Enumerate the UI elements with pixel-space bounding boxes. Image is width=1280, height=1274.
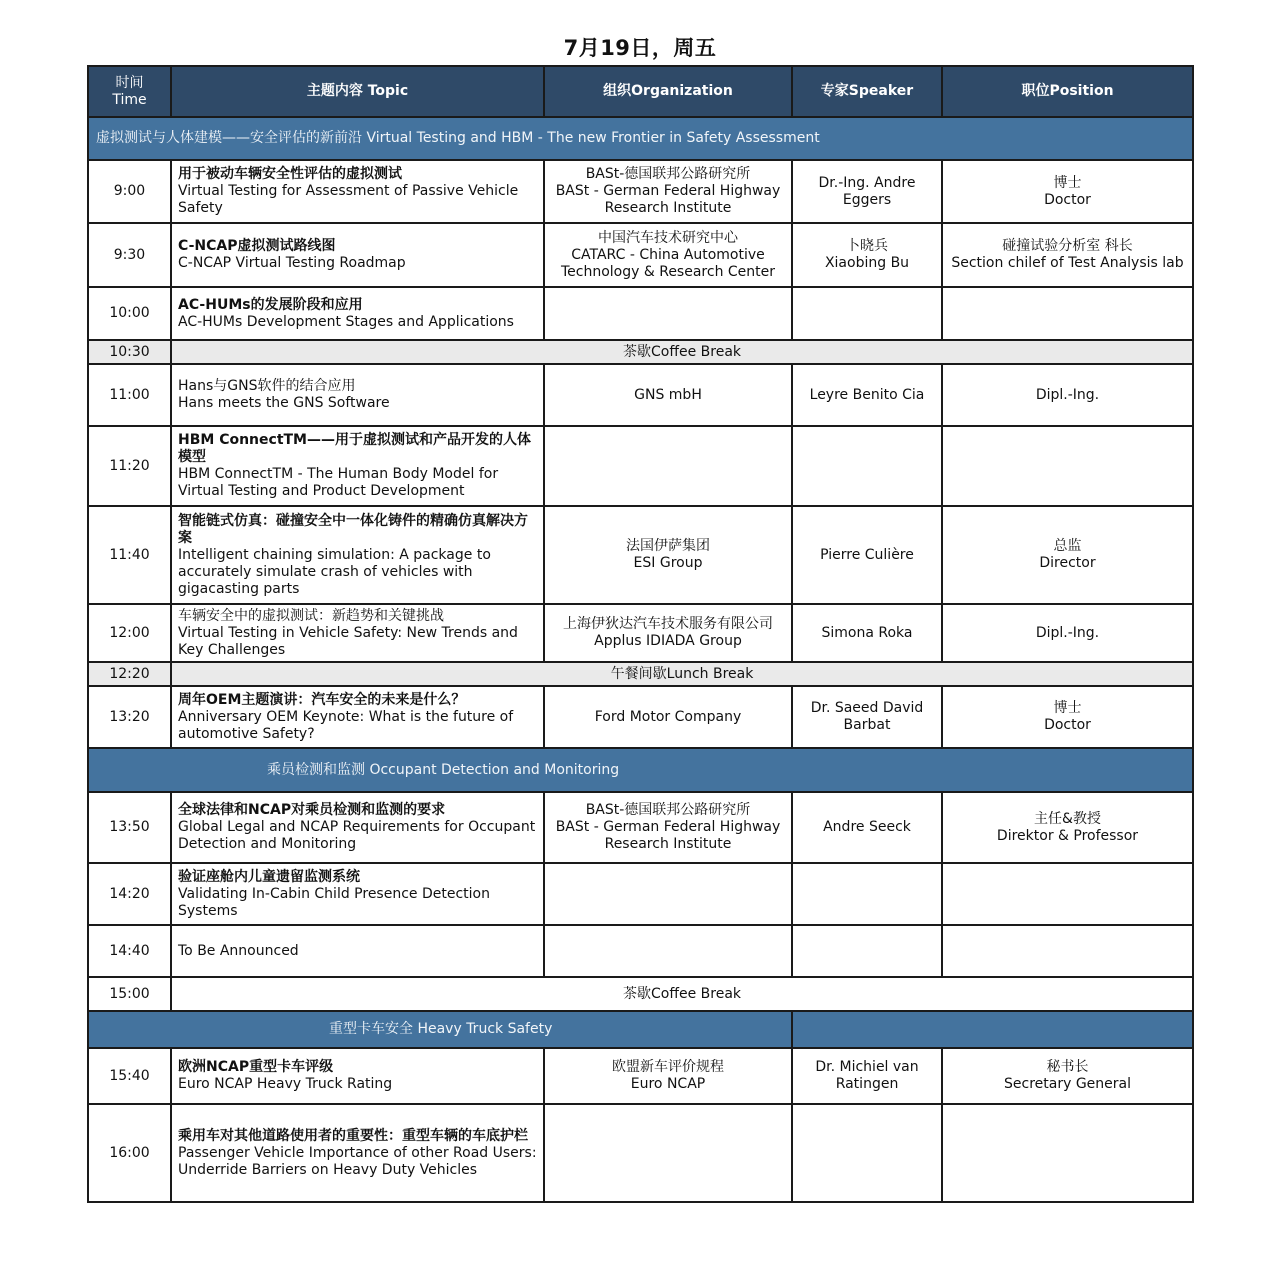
session-topic <box>171 686 544 748</box>
session-topic <box>171 364 544 426</box>
break-row <box>88 340 1193 364</box>
topic-cn: 用于被动车辆安全性评估的虚拟测试 <box>178 166 402 182</box>
section-blank <box>792 1011 1193 1048</box>
session-topic <box>171 287 544 340</box>
session-organization: 中国汽车技术研究中心 CATARC - China Automotive Technology & Research Center <box>544 223 792 287</box>
session-row <box>88 863 1193 925</box>
break-time: 10:30 <box>88 340 171 364</box>
session-organization <box>544 1104 792 1202</box>
session-time: 13:50 <box>88 792 171 863</box>
session-position: 博士 Doctor <box>942 686 1193 748</box>
session-position <box>942 1104 1193 1202</box>
session-organization: 上海伊狄达汽车技术服务有限公司 Applus IDIADA Group <box>544 604 792 662</box>
session-speaker: Dr.-Ing. Andre Eggers <box>792 160 942 223</box>
topic-en: Virtual Testing for Assessment of Passive Vehicle Safety <box>178 183 519 216</box>
session-time: 11:20 <box>88 426 171 506</box>
session-time: 12:00 <box>88 604 171 662</box>
session-speaker: Pierre Culière <box>792 506 942 604</box>
session-row <box>88 604 1193 662</box>
session-organization <box>544 287 792 340</box>
topic-en: Hans meets the GNS Software <box>178 395 390 411</box>
session-organization: GNS mbH <box>544 364 792 426</box>
agenda-table <box>87 65 1194 1203</box>
topic-en: C-NCAP Virtual Testing Roadmap <box>178 255 406 271</box>
session-position: 总监 Director <box>942 506 1193 604</box>
header-organization: 组织Organization <box>544 66 792 117</box>
session-topic <box>171 1048 544 1104</box>
session-speaker <box>792 1104 942 1202</box>
session-speaker <box>792 426 942 506</box>
session-speaker: Simona Roka <box>792 604 942 662</box>
session-time: 14:40 <box>88 925 171 977</box>
session-organization <box>544 925 792 977</box>
break-time: 12:20 <box>88 662 171 686</box>
topic-cn: C-NCAP虚拟测试路线图 <box>178 238 336 254</box>
session-row <box>88 1048 1193 1104</box>
header-position: 职位Position <box>942 66 1193 117</box>
session-speaker <box>792 925 942 977</box>
session-topic <box>171 863 544 925</box>
session-speaker: 卜晓兵 Xiaobing Bu <box>792 223 942 287</box>
header-topic: 主题内容 Topic <box>171 66 544 117</box>
session-row <box>88 1104 1193 1202</box>
topic-cn: 验证座舱内儿童遗留监测系统 <box>178 868 360 885</box>
session-topic <box>171 604 544 662</box>
break-row <box>88 662 1193 686</box>
session-topic <box>171 223 544 287</box>
session-topic <box>171 426 544 506</box>
session-time: 10:00 <box>88 287 171 340</box>
session-organization: BASt-德国联邦公路研究所 BASt - German Federal Highway Research Institute <box>544 792 792 863</box>
break-label: 茶歇Coffee Break <box>171 977 1193 1011</box>
topic-cn: HBM ConnectTM——用于虚拟测试和产品开发的人体模型 <box>178 432 531 465</box>
topic-en: To Be Announced <box>178 942 299 959</box>
session-position <box>942 863 1193 925</box>
session-time: 14:20 <box>88 863 171 925</box>
session-row <box>88 160 1193 223</box>
header-speaker: 专家Speaker <box>792 66 942 117</box>
session-position: Dipl.-Ing. <box>942 364 1193 426</box>
topic-cn: AC-HUMs的发展阶段和应用 <box>178 296 363 313</box>
session-speaker: Leyre Benito Cia <box>792 364 942 426</box>
page-title: 7月19日，周五 <box>563 36 717 60</box>
topic-cn: 车辆安全中的虚拟测试：新趋势和关键挑战 <box>178 607 444 624</box>
session-speaker <box>792 863 942 925</box>
session-organization: BASt-德国联邦公路研究所 BASt - German Federal Highway Research Institute <box>544 160 792 223</box>
topic-en: Anniversary OEM Keynote: What is the future of automotive Safety? <box>178 708 514 742</box>
break-label: 茶歇Coffee Break <box>171 340 1193 364</box>
session-position: 秘书长 Secretary General <box>942 1048 1193 1104</box>
session-topic <box>171 160 544 223</box>
session-row <box>88 792 1193 863</box>
session-time: 9:00 <box>88 160 171 223</box>
session-time: 9:30 <box>88 223 171 287</box>
session-speaker: Andre Seeck <box>792 792 942 863</box>
topic-cn: 欧洲NCAP重型卡车评级 <box>178 1059 334 1075</box>
session-organization: Ford Motor Company <box>544 686 792 748</box>
session-row <box>88 686 1193 748</box>
session-time: 11:40 <box>88 506 171 604</box>
section-row <box>88 748 1193 792</box>
section-title: 乘员检测和监测 Occupant Detection and Monitoring <box>88 748 1193 792</box>
session-row <box>88 426 1193 506</box>
topic-en: Global Legal and NCAP Requirements for Occupant Detection and Monitoring <box>178 819 536 852</box>
session-organization <box>544 426 792 506</box>
topic-en: Euro NCAP Heavy Truck Rating <box>178 1076 393 1092</box>
session-position: Dipl.-Ing. <box>942 604 1193 662</box>
section-title: 虚拟测试与人体建模——安全评估的新前沿 Virtual Testing and HBM - The new Frontier in Safety Assessment <box>88 117 1193 160</box>
session-speaker <box>792 287 942 340</box>
session-organization: 欧盟新车评价规程 Euro NCAP <box>544 1048 792 1104</box>
topic-en: Virtual Testing in Vehicle Safety: New Trends and Key Challenges <box>178 624 518 658</box>
session-topic <box>171 925 544 977</box>
break-time: 15:00 <box>88 977 171 1011</box>
break-row <box>88 977 1193 1011</box>
topic-en: Validating In-Cabin Child Presence Detection Systems <box>178 885 490 919</box>
session-organization: 法国伊萨集团 ESI Group <box>544 506 792 604</box>
session-row <box>88 506 1193 604</box>
topic-cn: 全球法律和NCAP对乘员检测和监测的要求 <box>178 802 446 818</box>
topic-en: Intelligent chaining simulation: A package to accurately simulate crash of vehicles with gigacasting parts <box>178 546 491 597</box>
session-position <box>942 925 1193 977</box>
session-topic <box>171 792 544 863</box>
section-row <box>88 1011 1193 1048</box>
session-position: 博士 Doctor <box>942 160 1193 223</box>
session-row <box>88 223 1193 287</box>
session-position: 碰撞试验分析室 科长 Section chilef of Test Analysis lab <box>942 223 1193 287</box>
topic-en: HBM ConnectTM - The Human Body Model for Virtual Testing and Product Development <box>178 466 499 499</box>
section-row <box>88 117 1193 160</box>
session-position <box>942 287 1193 340</box>
section-title: 重型卡车安全 Heavy Truck Safety <box>88 1011 792 1048</box>
session-row <box>88 925 1193 977</box>
session-topic <box>171 1104 544 1202</box>
topic-cn: 智能链式仿真：碰撞安全中一体化铸件的精确仿真解决方案 <box>178 512 528 546</box>
session-position: 主任&教授 Direktor & Professor <box>942 792 1193 863</box>
session-topic <box>171 506 544 604</box>
header-row <box>88 66 1193 117</box>
session-organization <box>544 863 792 925</box>
topic-cn: 乘用车对其他道路使用者的重要性：重型车辆的车底护栏 <box>178 1127 528 1144</box>
topic-cn: 周年OEM主题演讲：汽车安全的未来是什么？ <box>178 691 466 708</box>
session-time: 13:20 <box>88 686 171 748</box>
session-row <box>88 287 1193 340</box>
session-time: 15:40 <box>88 1048 171 1104</box>
header-time: 时间 Time <box>88 66 171 117</box>
session-speaker: Dr. Saeed David Barbat <box>792 686 942 748</box>
break-label: 午餐间歇Lunch Break <box>171 662 1193 686</box>
session-time: 11:00 <box>88 364 171 426</box>
session-time: 16:00 <box>88 1104 171 1202</box>
session-speaker: Dr. Michiel van Ratingen <box>792 1048 942 1104</box>
topic-en: Passenger Vehicle Importance of other Road Users: Underride Barriers on Heavy Duty Vehicles <box>178 1144 537 1178</box>
topic-cn: Hans与GNS软件的结合应用 <box>178 378 356 394</box>
session-position <box>942 426 1193 506</box>
topic-en: AC-HUMs Development Stages and Applications <box>178 313 514 330</box>
session-row <box>88 364 1193 426</box>
